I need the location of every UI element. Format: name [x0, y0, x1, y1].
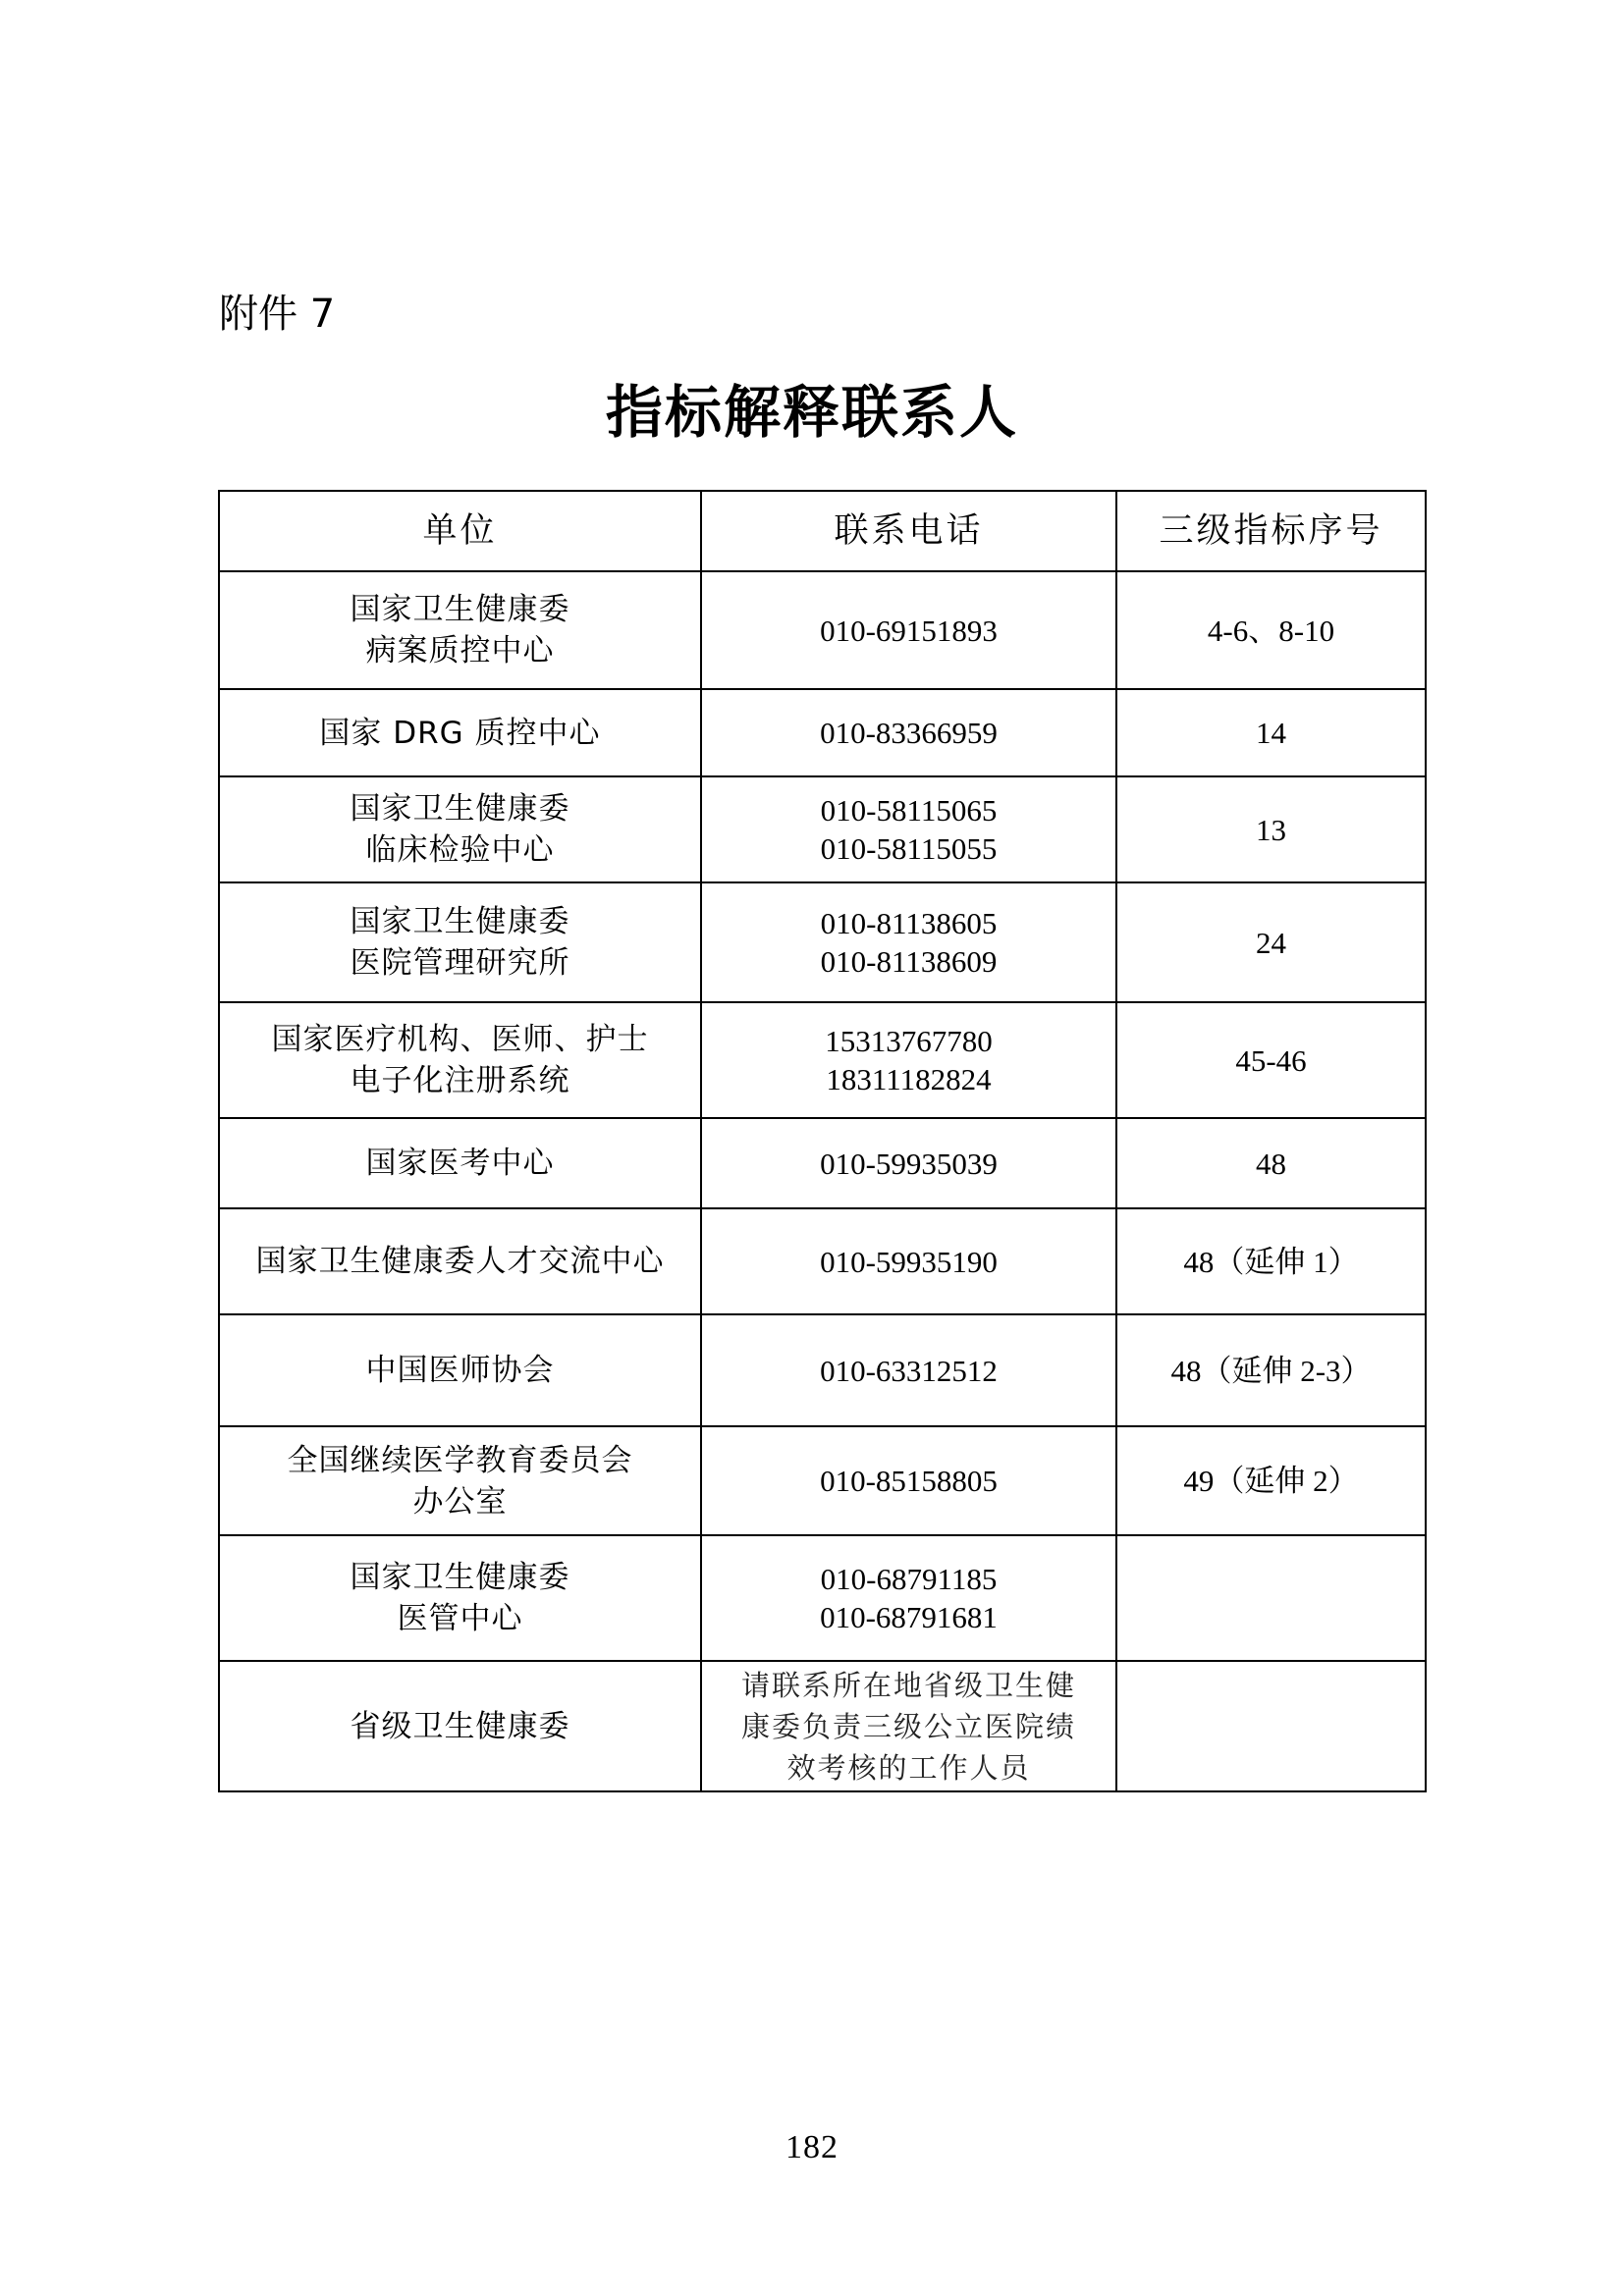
contact-note-line: 效考核的工作人员 — [786, 1750, 1031, 1785]
index-cell: 48 — [1116, 1118, 1426, 1208]
unit-line: 中国医师协会 — [365, 1353, 555, 1388]
index-cell: 48（延伸 2-3） — [1116, 1314, 1426, 1426]
unit-line: 国家 DRG 质控中心 — [319, 715, 601, 751]
index-cell: 49（延伸 2） — [1116, 1426, 1426, 1535]
phone-number: 010-85158805 — [820, 1464, 998, 1498]
unit-line: 病案质控中心 — [365, 633, 555, 668]
unit-line: 国家卫生健康委人才交流中心 — [255, 1244, 665, 1279]
contact-table — [218, 490, 1427, 1792]
index-cell: 4-6、8-10 — [1116, 571, 1426, 689]
phone-number: 18311182824 — [826, 1062, 992, 1096]
phone-cell — [701, 571, 1116, 689]
page-title: 指标解释联系人 — [605, 379, 1018, 446]
phone-cell — [701, 776, 1116, 882]
table-row — [219, 1314, 1426, 1426]
table-row — [219, 1118, 1426, 1208]
phone-number: 010-59935190 — [820, 1244, 998, 1279]
unit-line: 全国继续医学教育委员会 — [287, 1442, 633, 1478]
table-row — [219, 1661, 1426, 1791]
phone-cell — [701, 1314, 1116, 1426]
unit-cell — [219, 1426, 701, 1535]
phone-cell — [701, 1208, 1116, 1314]
unit-line: 国家卫生健康委 — [350, 791, 570, 827]
table-row — [219, 689, 1426, 776]
unit-cell — [219, 689, 701, 776]
phone-cell — [701, 1002, 1116, 1118]
unit-cell — [219, 1535, 701, 1661]
phone-number: 010-63312512 — [820, 1353, 998, 1388]
phone-cell — [701, 882, 1116, 1002]
phone-cell — [701, 1426, 1116, 1535]
unit-cell — [219, 1118, 701, 1208]
unit-cell — [219, 1002, 701, 1118]
unit-line: 国家医疗机构、医师、护士 — [271, 1022, 649, 1057]
unit-line: 国家卫生健康委 — [350, 1560, 570, 1595]
column-header-unit: 单位 — [219, 491, 701, 571]
phone-number: 010-58115055 — [820, 831, 998, 866]
phone-number: 010-81138605 — [820, 906, 998, 940]
phone-number: 010-58115065 — [820, 793, 998, 828]
phone-cell — [701, 1118, 1116, 1208]
unit-cell — [219, 882, 701, 1002]
unit-line: 国家卫生健康委 — [350, 592, 570, 627]
index-cell: 45-46 — [1116, 1002, 1426, 1118]
unit-line: 省级卫生健康委 — [350, 1708, 570, 1744]
contact-note-line: 康委负责三级公立医院绩 — [740, 1709, 1076, 1743]
unit-line: 临床检验中心 — [365, 832, 555, 868]
unit-line: 国家卫生健康委 — [350, 904, 570, 939]
phone-number: 15313767780 — [825, 1024, 993, 1058]
unit-line: 电子化注册系统 — [350, 1063, 570, 1098]
page-number: 182 — [785, 2129, 839, 2165]
table-row — [219, 1208, 1426, 1314]
index-cell: 13 — [1116, 776, 1426, 882]
unit-line: 办公室 — [412, 1483, 508, 1520]
phone-number: 010-68791681 — [820, 1600, 998, 1634]
phone-number: 010-83366959 — [820, 716, 998, 750]
column-header-phone: 联系电话 — [701, 491, 1116, 571]
table-header-row — [219, 491, 1426, 571]
phone-cell — [701, 689, 1116, 776]
phone-number: 010-69151893 — [820, 613, 998, 648]
contact-note-line: 请联系所在地省级卫生健 — [740, 1668, 1076, 1702]
phone-number: 010-59935039 — [820, 1146, 998, 1181]
table-row — [219, 1002, 1426, 1118]
index-cell — [1116, 1661, 1426, 1791]
phone-cell — [701, 1535, 1116, 1661]
attachment-label: 附件 7 — [219, 292, 336, 337]
table-row — [219, 571, 1426, 689]
column-header-index: 三级指标序号 — [1116, 491, 1426, 571]
unit-cell — [219, 571, 701, 689]
table-row — [219, 1535, 1426, 1661]
table-row — [219, 882, 1426, 1002]
unit-line: 国家医考中心 — [365, 1146, 555, 1181]
index-cell: 48（延伸 1） — [1116, 1208, 1426, 1314]
unit-cell — [219, 1208, 701, 1314]
unit-cell — [219, 1661, 701, 1791]
unit-cell — [219, 776, 701, 882]
index-cell — [1116, 1535, 1426, 1661]
contact-note-cell — [701, 1661, 1116, 1791]
unit-line: 医院管理研究所 — [350, 945, 570, 981]
unit-line: 医管中心 — [397, 1601, 523, 1636]
phone-number: 010-81138609 — [820, 944, 998, 979]
phone-number: 010-68791185 — [820, 1562, 998, 1596]
unit-cell — [219, 1314, 701, 1426]
index-cell: 14 — [1116, 689, 1426, 776]
index-cell: 24 — [1116, 882, 1426, 1002]
table-row — [219, 776, 1426, 882]
table-row — [219, 1426, 1426, 1535]
